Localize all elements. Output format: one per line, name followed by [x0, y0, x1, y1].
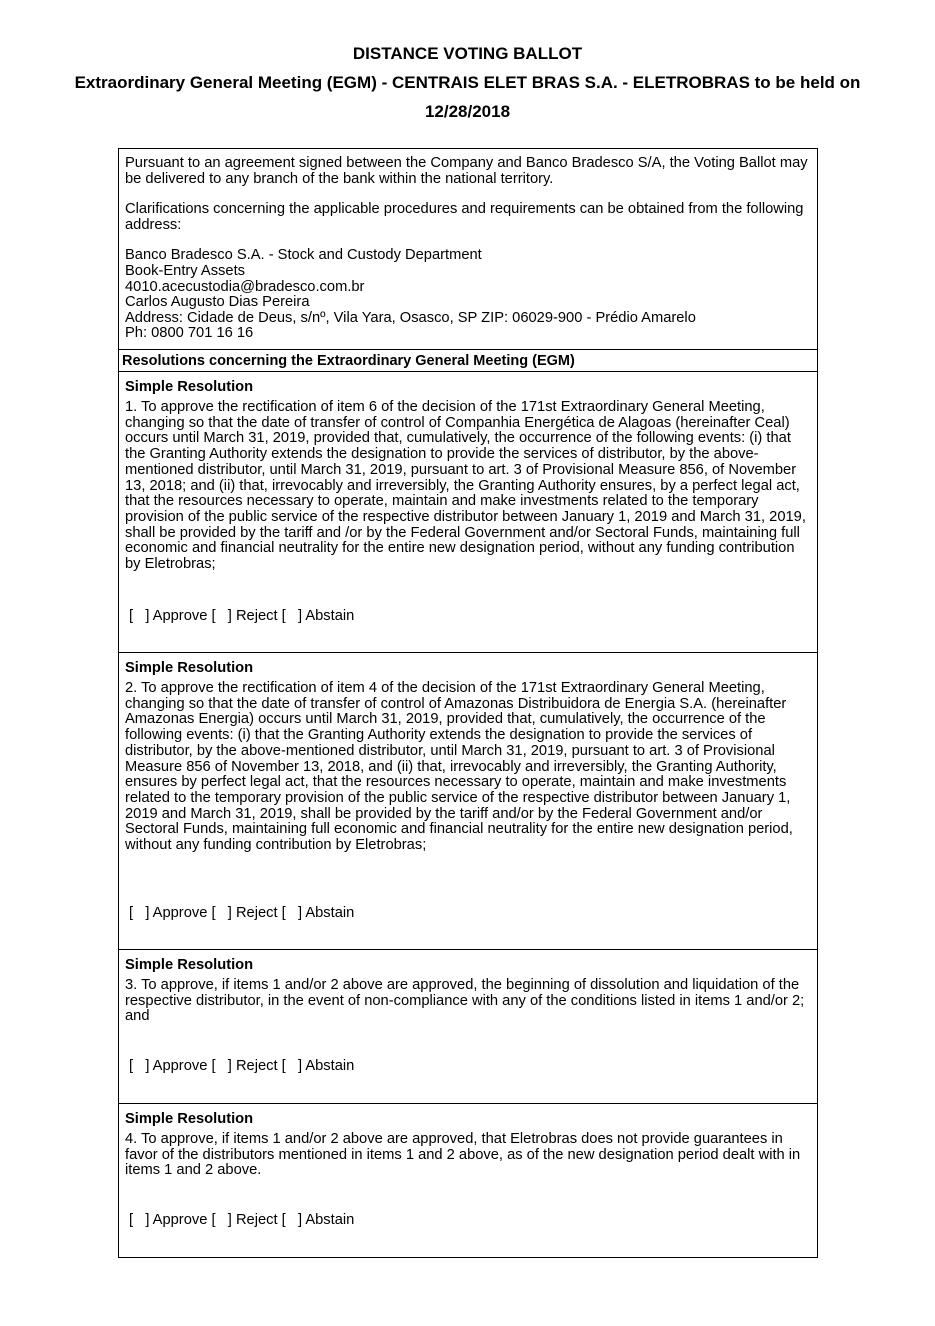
resolution-text: 4. To approve, if items 1 and/or 2 above are approved, that Eletrobras does not provide guarantees in favor of the distributors mentioned in items 1 and 2 above, as of the new designation period dealt with in items 1 and 2 above. [125, 1131, 801, 1179]
intro-paragraph-delivery: Pursuant to an agreement signed between the Company and Banco Bradesco S/A, the Voting Ballot may be delivered to any branch of the bank within the national territory. [125, 155, 808, 187]
vote-options[interactable]: [ ] Approve [ ] Reject [ ] Abstain [129, 905, 355, 921]
meeting-title: Extraordinary General Meeting (EGM) - CENTRAIS ELET BRAS S.A. - ELETROBRAS to be held on [74, 73, 861, 92]
resolution-2 [119, 652, 817, 949]
ballot-title: DISTANCE VOTING BALLOT [352, 44, 583, 63]
resolution-type: Simple Resolution [125, 379, 254, 395]
contact-line: 4010.acecustodia@bradesco.com.br [125, 278, 365, 295]
contact-line: Ph: 0800 701 16 16 [125, 325, 254, 342]
resolution-1 [119, 371, 817, 652]
vote-options[interactable]: [ ] Approve [ ] Reject [ ] Abstain [129, 608, 355, 624]
ballot-table [118, 148, 818, 1258]
egm-resolutions-heading: Resolutions concerning the Extraordinary General Meeting (EGM) [119, 349, 817, 371]
resolution-4 [119, 1103, 817, 1257]
meeting-date: 12/28/2018 [424, 102, 511, 121]
resolution-type: Simple Resolution [125, 660, 254, 676]
contact-line: Carlos Augusto Dias Pereira [125, 294, 310, 311]
vote-options[interactable]: [ ] Approve [ ] Reject [ ] Abstain [129, 1058, 355, 1074]
resolution-text: 3. To approve, if items 1 and/or 2 above are approved, the beginning of dissolution and liquidation of the respective distributor, in the event of non-compliance with any of the conditions listed in items 1 and/or 2; and [125, 977, 805, 1025]
contact-line: Book-Entry Assets [125, 262, 245, 279]
intro-section [119, 149, 817, 349]
intro-paragraph-clarifications: Clarifications concerning the applicable procedures and requirements can be obtained from the following address: [125, 201, 804, 233]
contact-line: Banco Bradesco S.A. - Stock and Custody Department [125, 247, 482, 264]
resolution-3 [119, 949, 817, 1103]
resolution-text: 2. To approve the rectification of item 4 of the decision of the 171st Extraordinary General Meeting, changing so that the date of transfer of control of Amazonas Distribuidora de Energia S.A. (hereinafter Amazonas Energia) occurs until March 31, 2019, provided that, cumulatively, the occurrence of the following events: (i) that the Granting Authority extends the designation to provide the services of distributor, by the above-mentioned distributor, until March 31, 2019, pursuant to art. 3 of Provisional Measure 856 of November 13, 2018, and (ii) that, irrevocably and irreversibly, the Granting Authority, ensures by perfect legal act, that the resources necessary to operate, maintain and make investments related to the temporary provision of the public service of the respective distributor between January 1, 2019 and March 31, 2019, shall be provided by the tariff and/or by the Federal Government and/or Sectoral Funds, maintaining full economic and financial neutrality for the entire new designation period, without any funding contribution by Eletrobras; [125, 680, 793, 854]
resolution-type: Simple Resolution [125, 957, 254, 973]
resolution-type: Simple Resolution [125, 1111, 254, 1127]
resolution-text: 1. To approve the rectification of item 6 of the decision of the 171st Extraordinary General Meeting, changing so that the date of transfer of control of Companhia Energética de Alagoas (hereinafter Ceal) occurs until March 31, 2019, provided that, cumulatively, the occurrence of the following events: (i) that the Granting Authority extends the designation to provide the services of distributor, by the above-mentioned distributor, until March 31, 2019, pursuant to art. 3 of Provisional Measure 856, of November 13, 2018; and (ii) that, irrevocably and irreversibly, the Granting Authority ensures, by a perfect legal act, that the resources necessary to operate, maintain and make investments related to the temporary provision of the public service of the respective distributor between January 1, 2019 and March 31, 2019, shall be provided by the tariff and /or by the Federal Government and/or Sectoral Funds, maintaining full economic and financial neutrality for the entire new designation period, without any funding contribution by Eletrobras; [125, 399, 806, 573]
vote-options[interactable]: [ ] Approve [ ] Reject [ ] Abstain [129, 1212, 355, 1228]
contact-line: Address: Cidade de Deus, s/nº, Vila Yara, Osasco, SP ZIP: 06029-900 - Prédio Amarelo [125, 309, 696, 326]
